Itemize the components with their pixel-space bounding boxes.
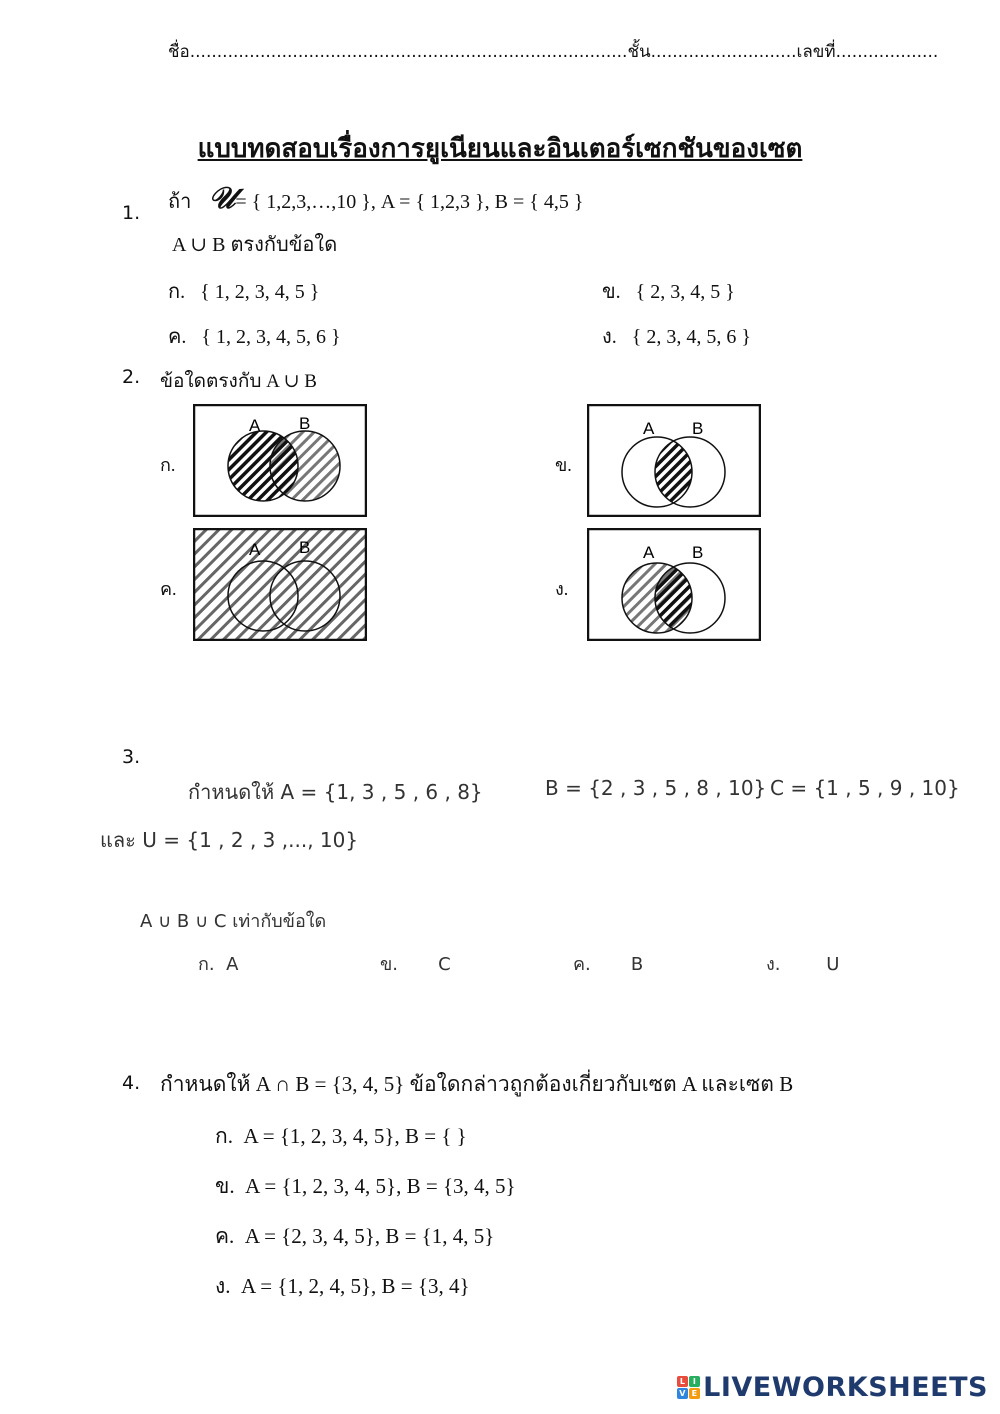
set-b-label: B xyxy=(692,543,704,562)
choice-text: { 1, 2, 3, 4, 5, 6 } xyxy=(201,326,341,348)
choice-text: A = {1, 2, 3, 4, 5}, B = { } xyxy=(243,1124,467,1148)
choice-label: ค. xyxy=(215,1224,235,1248)
q2-label-d: ง. xyxy=(555,579,569,599)
choice-label: ง. xyxy=(766,954,781,975)
set-a-label: A xyxy=(249,540,261,559)
choice-text: B xyxy=(630,954,644,975)
choice-label: ข. xyxy=(602,281,621,303)
choice-label: ค. xyxy=(573,954,591,975)
q2-label-b: ข. xyxy=(555,455,572,475)
choice-label: ง. xyxy=(215,1274,231,1298)
q3-given-a: กำหนดให้ A = {1, 3 , 5 , 6 , 8} xyxy=(188,780,483,804)
set-b-label: B xyxy=(299,538,311,557)
q1-given-sets: = { 1,2,3,…,10 }, A = { 1,2,3 }, B = { 4,5 } xyxy=(235,191,584,213)
choice-label: ก. xyxy=(168,281,186,303)
worksheet-title: แบบทดสอบเรื่องการยูเนียนและอินเตอร์เซกชันของเซต xyxy=(197,134,803,164)
choice-text: A = {1, 2, 4, 5}, B = {3, 4} xyxy=(241,1274,470,1298)
choice-text: { 2, 3, 4, 5, 6 } xyxy=(631,326,751,348)
logo-tile: I xyxy=(689,1376,700,1387)
q1-given xyxy=(168,182,583,217)
choice-text: A xyxy=(226,954,239,975)
q3-universe: และ U = {1 , 2 , 3 ,..., 10} xyxy=(100,828,359,852)
q3-choice-c[interactable] xyxy=(573,949,643,978)
choice-text: { 1, 2, 3, 4, 5 } xyxy=(200,281,320,303)
q1-given-prefix: ถ้า xyxy=(168,191,192,213)
set-b-label: B xyxy=(299,414,311,433)
q1-choice-c[interactable] xyxy=(168,320,341,352)
choice-label: ก. xyxy=(215,1124,233,1148)
choice-text: A = {2, 3, 4, 5}, B = {1, 4, 5} xyxy=(244,1224,495,1248)
choice-text: { 2, 3, 4, 5 } xyxy=(635,281,735,303)
liveworksheets-logo[interactable] xyxy=(677,1372,988,1403)
choice-label: ค. xyxy=(168,326,187,348)
choice-label: ข. xyxy=(215,1174,235,1198)
q3-choice-b[interactable] xyxy=(380,949,451,978)
q1-question: A ∪ B ตรงกับข้อใด xyxy=(172,234,338,256)
q3-given-c: C = {1 , 5 , 9 , 10} xyxy=(770,776,960,800)
choice-text: A = {1, 2, 3, 4, 5}, B = {3, 4, 5} xyxy=(245,1174,516,1198)
q4-choice-a[interactable] xyxy=(215,1120,467,1153)
set-a-label: A xyxy=(249,416,261,435)
q1-choice-d[interactable] xyxy=(602,320,751,352)
q4-choice-c[interactable] xyxy=(215,1220,494,1253)
set-a-label: A xyxy=(643,419,655,438)
venn-diagram-d[interactable] xyxy=(587,528,761,641)
student-info-line[interactable]: ชื่อ.................................................................................ชั้น...........................เลขที่................... xyxy=(168,42,939,62)
liveworksheets-logo-icon xyxy=(677,1376,700,1399)
q2-label-a: ก. xyxy=(160,455,176,475)
q1-choice-b[interactable] xyxy=(602,275,735,307)
q3-choice-a[interactable] xyxy=(198,949,238,978)
logo-tile: L xyxy=(677,1376,688,1387)
q3-number: 3. xyxy=(122,746,141,768)
q1-choice-a[interactable] xyxy=(168,275,319,307)
logo-tile: E xyxy=(689,1388,700,1399)
choice-text: U xyxy=(826,954,840,975)
logo-tile: V xyxy=(677,1388,688,1399)
venn-diagram-a[interactable] xyxy=(193,404,367,517)
q4-question: กำหนดให้ A ∩ B = {3, 4, 5} ข้อใดกล่าวถูกต้องเกี่ยวกับเซต A และเซต B xyxy=(160,1072,794,1096)
set-a-label: A xyxy=(643,543,655,562)
universe-symbol: 𝒰 xyxy=(208,182,236,215)
q2-label-c: ค. xyxy=(160,579,177,599)
q4-choice-d[interactable] xyxy=(215,1270,470,1303)
q2-question: ข้อใดตรงกับ A ∪ B xyxy=(160,371,317,392)
liveworksheets-text: LIVEWORKSHEETS xyxy=(703,1372,988,1403)
choice-label: ง. xyxy=(602,326,617,348)
choice-text: C xyxy=(438,954,451,975)
set-b-label: B xyxy=(692,419,704,438)
q3-choice-d[interactable] xyxy=(766,949,839,978)
q4-choice-b[interactable] xyxy=(215,1170,516,1203)
q1-number: 1. xyxy=(122,202,141,224)
venn-diagram-b[interactable] xyxy=(587,404,761,517)
q2-number: 2. xyxy=(122,366,141,388)
q4-number: 4. xyxy=(122,1072,141,1094)
q3-given-b: B = {2 , 3 , 5 , 8 , 10} xyxy=(545,776,767,800)
venn-diagram-c[interactable] xyxy=(193,528,367,641)
choice-label: ก. xyxy=(198,954,215,975)
choice-label: ข. xyxy=(380,954,399,975)
q3-question: A ∪ B ∪ C เท่ากับข้อใด xyxy=(140,911,327,932)
